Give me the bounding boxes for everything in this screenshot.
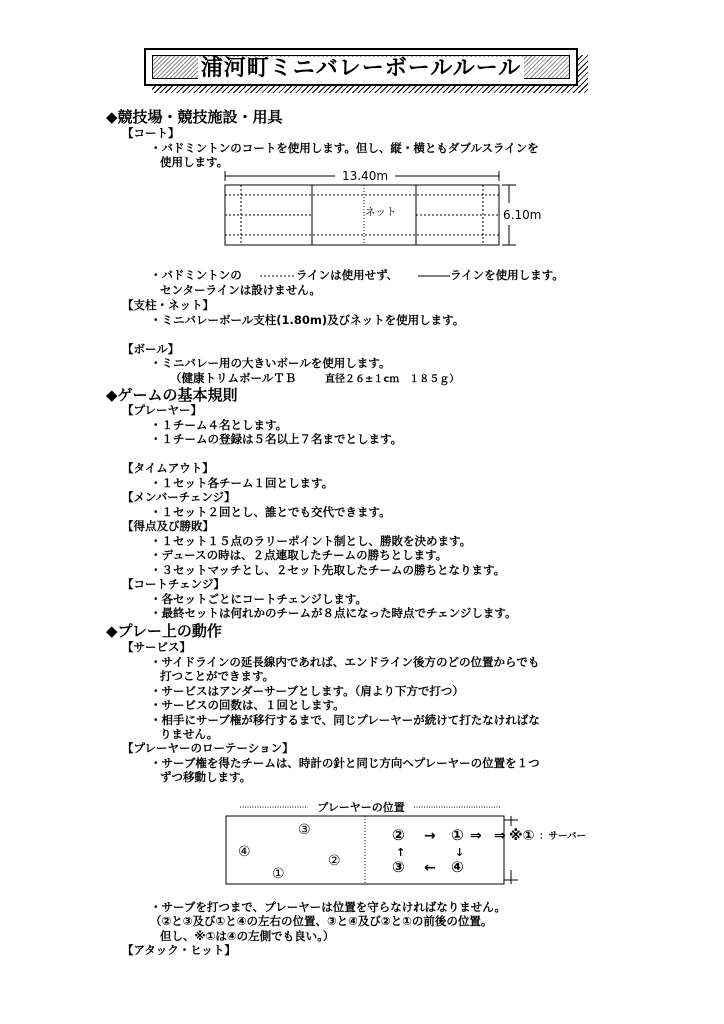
heading-basic: ◆ゲームの基本規則: [106, 386, 238, 404]
title-hatch: [152, 55, 570, 79]
rot-pos3: ③: [392, 858, 405, 876]
change-line1: ・各セットごとにコートチェンジします。: [150, 592, 367, 606]
serve-line4: ・相手にサーブ権が移行するまで、同じプレーヤーが続けて打たなければな: [150, 713, 540, 727]
ball-label: 【ボール】: [122, 342, 180, 356]
net-label: ネット: [365, 206, 397, 218]
serve-line3: ・サービスの回数は、１回とします。: [150, 698, 345, 712]
ball-line1: ・ミニバレー用の大きいボールを使用します。: [150, 356, 391, 370]
rot-arrow-up: ↑: [396, 846, 406, 859]
member-label: 【メンバーチェンジ】: [122, 490, 236, 504]
diagram-title: プレーヤーの位置: [317, 801, 405, 814]
serve-line1b: 打つことができます。: [160, 669, 275, 683]
rot-pos1: ①: [451, 826, 464, 844]
heading-facility: ◆競技場・競技施設・用具: [106, 108, 283, 126]
ball-line2b: 直径２６±１cｍ １８５ｇ）: [325, 374, 460, 385]
position-line1: ・サーブを打つまで、プレーヤーは位置を守らなければなりません。: [150, 900, 506, 914]
left-pos3: ③: [298, 822, 311, 838]
post-label: 【支柱・ネット】: [122, 298, 214, 312]
rot-arrow-left: ←: [424, 860, 436, 876]
rotation-line1b: ずつ移動します。: [160, 770, 252, 784]
member-line: ・１セット２回とし、誰とでも交代できます。: [150, 505, 391, 519]
dashed-line-sample: [258, 268, 298, 282]
post-line: ・ミニバレーボール支柱(1.80m)及びネットを使用します。: [150, 313, 465, 327]
court-width-label: 13.40m: [341, 169, 389, 183]
left-pos4: ④: [238, 844, 251, 860]
lines-note-a: ・バドミントンの: [150, 268, 242, 282]
position-line3: 但し、※①は④の左側でも良い。）: [160, 929, 335, 943]
timeout-label: 【タイムアウト】: [122, 461, 214, 475]
change-label: 【コートチェンジ】: [122, 577, 225, 591]
rotation-line1: ・サーブ権を得たチームは、時計の針と同じ方向へプレーヤーの位置を１つ: [150, 756, 540, 770]
court-diagram: [220, 165, 550, 260]
title-box: [144, 48, 578, 86]
player-line2: ・１チームの登録は５名以上７名までとします。: [150, 432, 403, 446]
attack-label: 【アタック・ヒット】: [122, 943, 236, 957]
position-diagram: [218, 796, 618, 892]
serve-line1: ・サイドラインの延長線内であれば、エンドライン後方のどの位置からでも: [150, 655, 540, 669]
rot-arrow-down: ↓: [455, 846, 465, 859]
position-line2: （②と③及び①と④の左右の位置、③と④及び②と①の前後の位置。: [150, 914, 493, 928]
left-pos1: ①: [272, 866, 285, 882]
score-label: 【得点及び勝敗】: [122, 519, 214, 533]
score-line2: ・デュースの時は、２点連取したチームの勝ちとします。: [150, 548, 448, 562]
center-note: センターラインは設けません。: [160, 283, 321, 297]
court-line2: 使用します。: [160, 155, 229, 169]
heading-play: ◆プレー上の動作: [106, 622, 222, 640]
score-line1: ・１セット１５点のラリーポイント制とし、勝敗を決めます。: [150, 534, 472, 548]
page-title: 浦河町ミニバレーボールルール: [198, 57, 524, 81]
serve-label: 【サービス】: [122, 640, 191, 654]
rot-arrow-dbl2: ⇒: [494, 828, 506, 844]
court-label: 【コート】: [122, 126, 180, 140]
solid-line-sample: [416, 268, 452, 282]
timeout-line: ・１セット各チーム１回とします。: [150, 476, 334, 490]
player-line1: ・１チーム４名とします。: [150, 418, 288, 432]
court-height-label: 6.10m: [503, 208, 542, 222]
rot-pos2: ②: [392, 826, 405, 844]
rot-arrow-dbl: ⇒: [470, 828, 482, 844]
court-line1: ・バドミントンのコートを使用します。但し、縦・横ともダブルスラインを: [150, 141, 539, 155]
score-line3: ・３セットマッチとし、２セット先取したチームの勝ちとなります。: [150, 563, 506, 577]
rot-pos4: ④: [451, 858, 464, 876]
ball-line2a: （健康トリムボールＴＢ: [170, 371, 297, 385]
change-line2: ・最終セットは何れかのチームが８点になった時点でチェンジします。: [150, 606, 517, 620]
server-note: ※①: [509, 828, 535, 844]
player-label: 【プレーヤー】: [122, 403, 203, 417]
lines-note-c: ラインを使用します。: [450, 268, 564, 282]
serve-line2: ・サービスはアンダーサーブとします。（肩より下方で打つ）: [150, 684, 464, 698]
server-label: ：サーバー: [539, 831, 587, 842]
rot-arrow-right: →: [424, 828, 436, 844]
serve-line4b: りません。: [160, 727, 219, 741]
rotation-label: 【プレーヤーのローテーション】: [122, 741, 294, 755]
lines-note-b: ラインは使用せず、: [296, 268, 399, 282]
left-pos2: ②: [328, 853, 341, 869]
